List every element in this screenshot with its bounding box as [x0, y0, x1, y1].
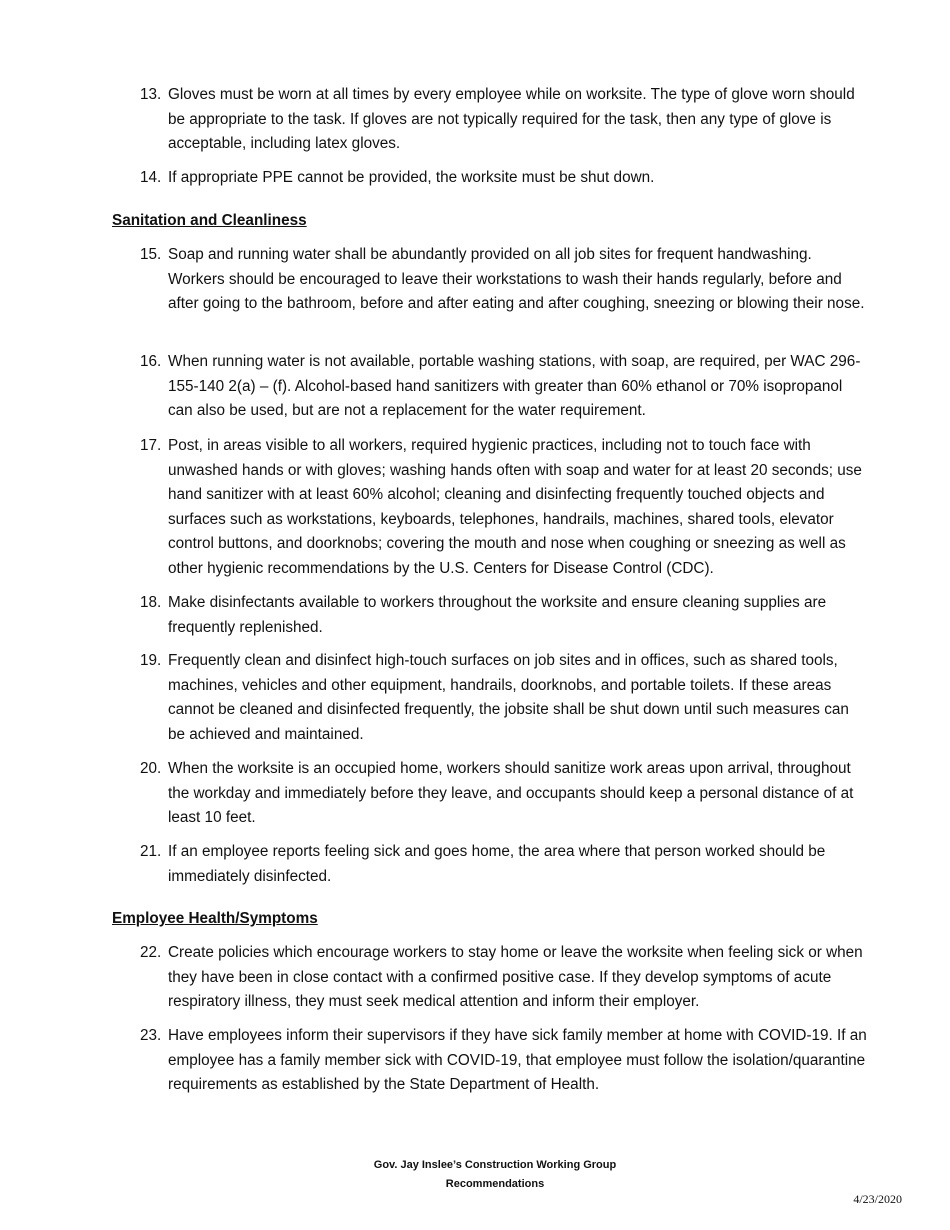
item-number: 20. [140, 760, 162, 777]
item-text: Have employees inform their supervisors if they have sick family member at home with COVID-19. If an employee has a family member sick with COVID-19, that employee must follow the isolation/quarantine requirements as established by the State Department of Health. [168, 1027, 867, 1094]
list-item [140, 840, 870, 889]
item-number: 17. [140, 437, 162, 454]
item-text: Make disinfectants available to workers throughout the worksite and ensure cleaning supplies are frequently replenished. [168, 594, 827, 636]
list-item [140, 350, 870, 424]
item-number: 19. [140, 652, 162, 669]
item-text: Gloves must be worn at all times by every employee while on worksite. The type of glove worn should be appropriate to the task. If gloves are not typically required for the task, then any type of glove is acceptable, including latex gloves. [168, 86, 855, 153]
item-number: 13. [140, 86, 162, 103]
item-text: Frequently clean and disinfect high-touch surfaces on job sites and in offices, such as shared tools, machines, vehicles and other equipment, handrails, doorknobs, and portable toilets. If these areas cannot be cleaned and disinfected frequently, the jobsite shall be shut down until such measures can be achieved and maintained. [168, 652, 849, 743]
item-text: If an employee reports feeling sick and goes home, the area where that person worked should be immediately disinfected. [168, 843, 826, 885]
item-number: 16. [140, 353, 162, 370]
section-heading-health: Employee Health/Symptoms [112, 910, 318, 927]
section-heading-sanitation: Sanitation and Cleanliness [112, 212, 307, 229]
item-text: Post, in areas visible to all workers, required hygienic practices, including not to touch face with unwashed hands or with gloves; washing hands often with soap and water for at least 20 seconds; use hand sanitizer with at least 60% alcohol; cleaning and disinfecting frequently touched objects and surfaces such as workstations, keyboards, telephones, handrails, machines, shared tools, elevator control buttons, and doorknobs; covering the mouth and nose when coughing or sneezing as well as other hygienic recommendations by the U.S. Centers for Disease Control (CDC). [168, 437, 862, 577]
item-text: Soap and running water shall be abundantly provided on all job sites for frequent handwashing. Workers should be encouraged to leave their workstations to wash their hands regularly, before and after going to the bathroom, before and after eating and after coughing, sneezing or blowing their nose. [168, 246, 865, 313]
footer-date: 4/23/2020 [853, 1192, 902, 1206]
list-item [140, 243, 870, 317]
list-item [140, 83, 870, 157]
footer-subtitle: Recommendations [445, 1178, 545, 1190]
item-text: When the worksite is an occupied home, workers should sanitize work areas upon arrival, throughout the workday and immediately before they leave, and occupants should keep a personal distance of at least 10 feet. [168, 760, 854, 827]
list-item [140, 1024, 870, 1098]
item-text: If appropriate PPE cannot be provided, the worksite must be shut down. [168, 169, 655, 186]
list-item [140, 434, 870, 582]
list-item [140, 649, 870, 747]
item-number: 15. [140, 246, 162, 263]
item-number: 18. [140, 594, 162, 611]
item-number: 21. [140, 843, 162, 860]
footer-title: Gov. Jay Inslee’s Construction Working Group [373, 1159, 617, 1171]
list-item [140, 591, 870, 640]
list-item [140, 166, 870, 191]
item-number: 23. [140, 1027, 162, 1044]
item-text: Create policies which encourage workers to stay home or leave the worksite when feeling sick or when they have been in close contact with a confirmed positive case. If they develop symptoms of acute respiratory illness, they must seek medical attention and inform their employer. [168, 944, 863, 1011]
item-number: 22. [140, 944, 162, 961]
list-item [140, 757, 870, 831]
list-item [140, 941, 870, 1015]
item-text: When running water is not available, portable washing stations, with soap, are required, per WAC 296-155-140 2(a) – (f). Alcohol-based hand sanitizers with greater than 60% ethanol or 70% isopropanol can also be used, but are not a replacement for the water requirement. [168, 353, 861, 420]
item-number: 14. [140, 169, 162, 186]
